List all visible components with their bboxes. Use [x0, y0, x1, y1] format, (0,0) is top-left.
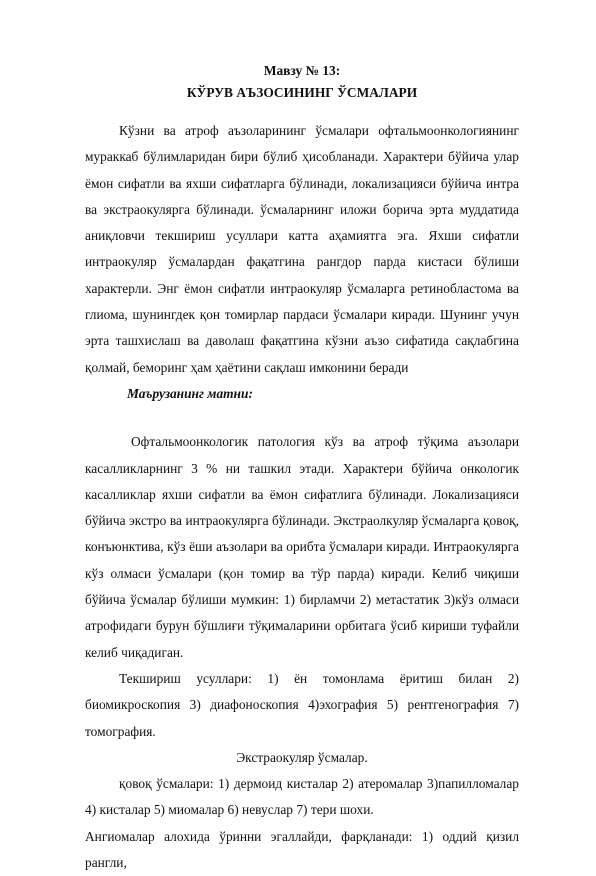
document-subtitle: КЎРУВ АЪЗОСИНИНГ ЎСМАЛАРИ — [186, 85, 418, 100]
intro-paragraph: Кўзни ва атроф аъзоларининг ўсмалари офтальмоонкологиянинг мураккаб бўлимларидан бири бўлиб ҳисобланади. Характери бўйича улар ёмон сифатли ва яхши сифатларга бўлинади, локализацияси бўйича интра ва экстраокулярга бўлинади. ўсмаларнинг иложи борича эрта муддатида аниқловчи текшириш усуллари катта аҳамиятга эга. Яхши сифатли интраокуляр ўсмалардан фақатгина рангдор парда кистаси бўлиши характерли. Энг ёмон сифатли интраокуляр ўсмаларга ретинобластома ва глиома, шунингдек қон томирлар пардаси ўсмалари киради. Шунинг учун эрта ташхислаш ва даволаш фақатгина кўзни аъзо сифатида сақлабгина қолмай, беморинг ҳам ҳаётини сақлаш имконини беради — [85, 123, 519, 375]
methods-paragraph: Текшириш усуллари: 1) ён томонлама ёритиш билан 2) биомикроскопия 3) диафоноскопия 4)эхография 5) рентгенография 7) томография. — [85, 670, 519, 739]
centered-heading: Экстраокуляр ўсмалар. — [236, 749, 368, 765]
eyelid-tumors-paragraph: қовоқ ўсмалари: 1) дермоид кисталар 2) атеромалар 3)папилломалар 4) кисталар 5) миомалар 6) невуслар 7) тери шохи. — [85, 776, 519, 818]
angioma-paragraph: Ангиомалар алохида ўринни эгаллайди, фарқланади: 1) оддий қизил рангли, — [85, 828, 519, 871]
main-paragraph: Офтальмоонкологик патология кўз ва атроф тўқима аъзолари касалликларнинг 3 % ни ташкил этади. Характери бўйича онкологик касалликлар яхши сифатли ва ёмон сифатлига бўлинади. Локализацияси бўйича экстро ва интраокулярга бўлинади. Экстраолкуляр ўсмаларга қовоқ, конъюнктива, кўз ёши аъзолари ва орибта ўсмалари киради. Интраокулярга кўз олмаси ўсмалари (қон томир ва тўр парда) киради. Келиб чиқиши бўйича ўсмалар бўлиши мумкин: 1) бирламчи 2) метастатик 3)кўз олмаси атрофидаги бурун бўшлиғи тўқималарини орбитага ўсиб кириши туфайли келиб чиқадиган. — [85, 434, 519, 660]
document-page — [85, 60, 519, 876]
section-heading: Маърузанинг матни: — [127, 385, 253, 401]
document-title: Мавзу № 13: — [263, 63, 341, 78]
